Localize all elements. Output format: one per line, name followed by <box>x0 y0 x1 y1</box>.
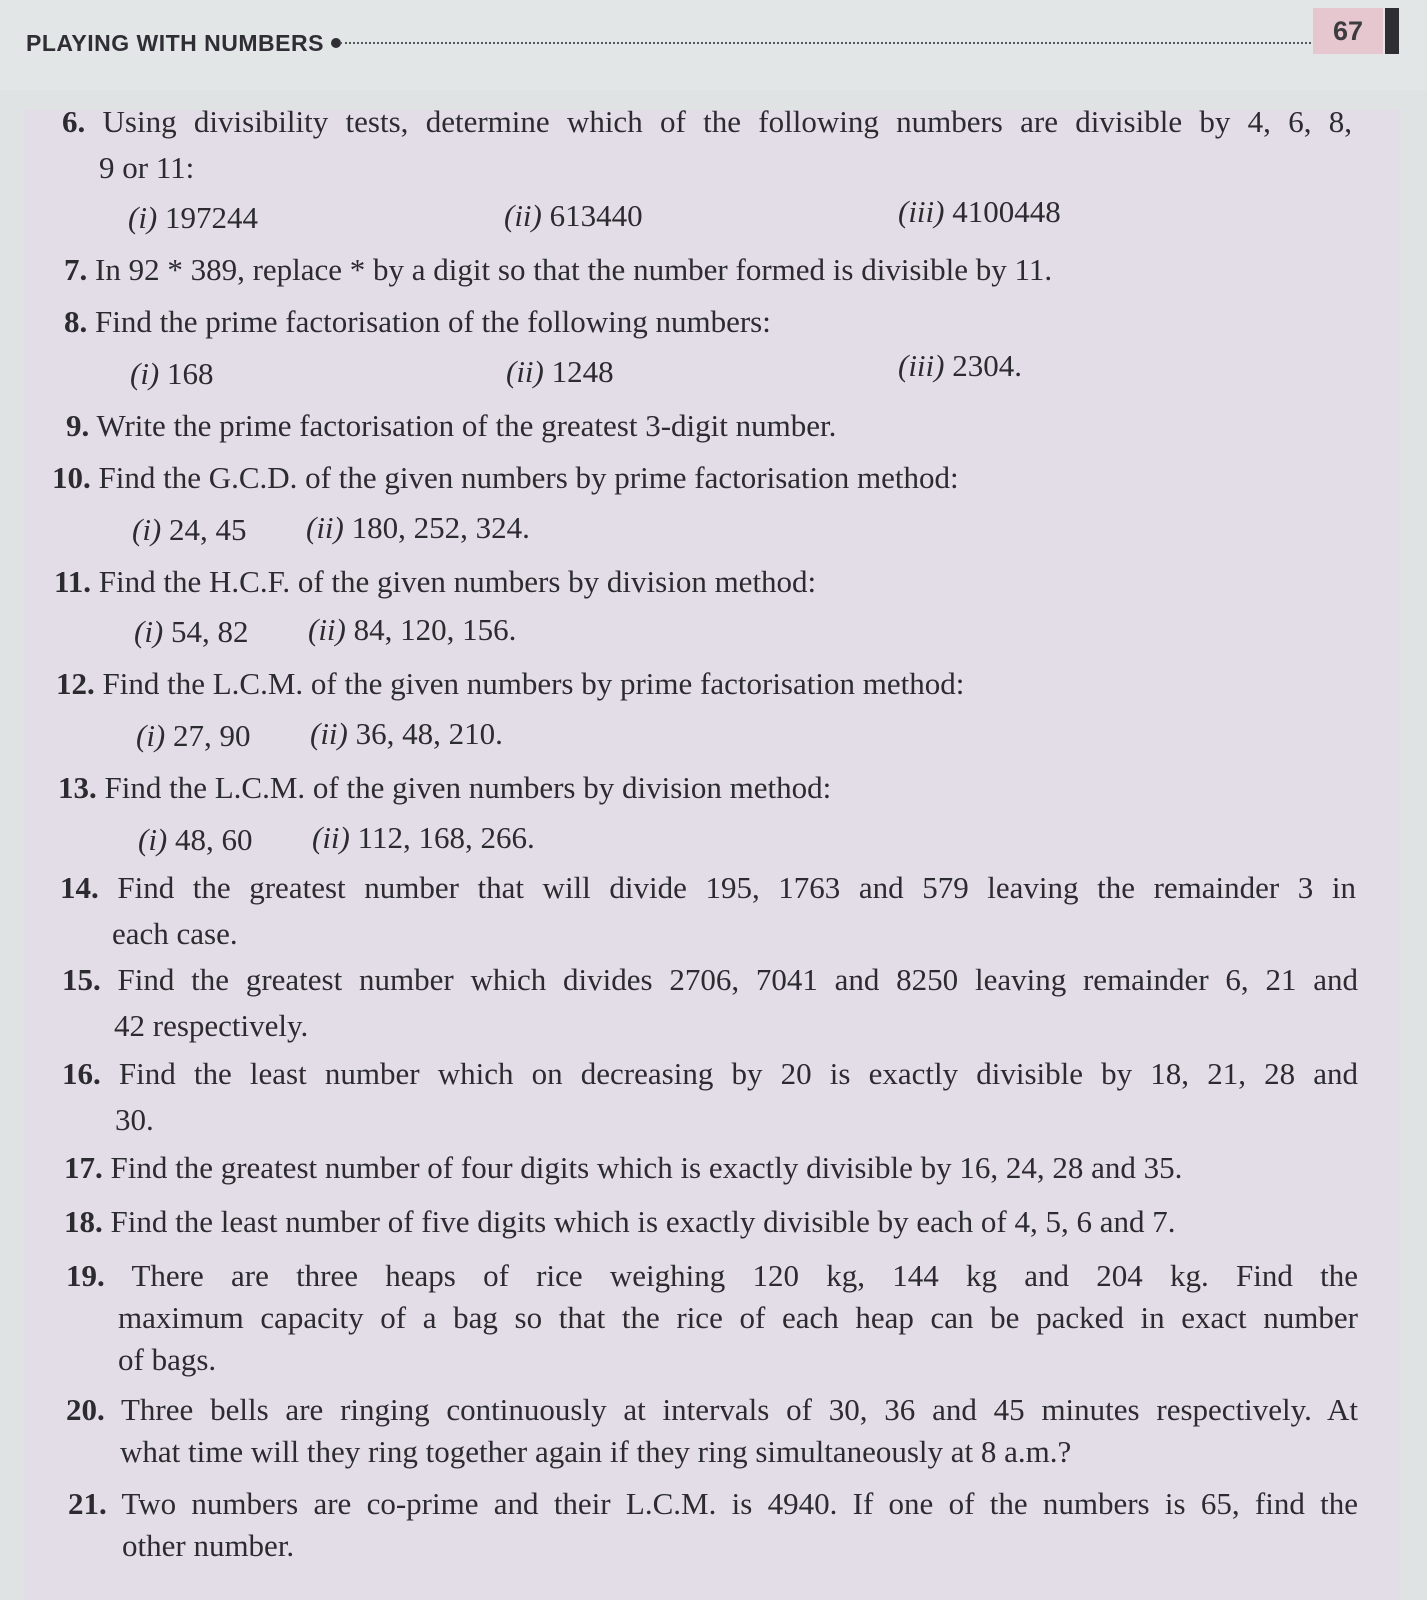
question-15-continuation: 42 respectively. <box>114 1008 309 1043</box>
part-value: 2304. <box>952 348 1022 383</box>
part-label: (ii) <box>506 354 544 389</box>
question-12-part-ii <box>310 714 503 754</box>
question-16-continuation: 30. <box>115 1102 154 1137</box>
part-label: (i) <box>130 356 160 391</box>
question-text: Find the L.C.M. of the given numbers by prime factorisation method: <box>102 666 965 701</box>
part-value: 36, 48, 210. <box>355 716 503 751</box>
question-number: 15. <box>62 962 101 997</box>
question-text: Write the prime factorisation of the greatest 3-digit number. <box>96 408 837 443</box>
question-number: 21. <box>68 1486 107 1521</box>
question-text: Find the prime factorisation of the following numbers: <box>95 304 771 339</box>
question-number: 17. <box>64 1150 103 1185</box>
question-text: Find the greatest number which divides 2706, 7041 and 8250 leaving remainder 6, 21 and <box>117 962 1358 997</box>
question-10 <box>52 456 959 500</box>
question-11 <box>54 560 816 604</box>
part-label: (i) <box>132 512 162 547</box>
question-10-part-i <box>132 510 247 550</box>
running-title: PLAYING WITH NUMBERS <box>26 30 324 56</box>
question-number: 18. <box>64 1204 103 1239</box>
question-6-part-ii <box>504 196 643 236</box>
question-8-part-i <box>130 354 214 394</box>
header-dotted-rule <box>340 42 1315 44</box>
part-value: 27, 90 <box>173 718 251 753</box>
part-label: (ii) <box>308 612 346 647</box>
question-number: 19. <box>66 1258 105 1293</box>
question-text: In 92 * 389, replace * by a digit so that the number formed is divisible by 11. <box>95 252 1053 287</box>
question-number: 12. <box>56 666 95 701</box>
question-10-part-ii <box>306 508 530 548</box>
question-text: Using divisibility tests, determine which of the following numbers are divisible by 4, 6, 8, <box>102 104 1352 139</box>
part-value: 54, 82 <box>171 614 249 649</box>
question-21 <box>68 1482 1358 1526</box>
question-20 <box>66 1388 1358 1432</box>
part-label: (i) <box>128 200 158 235</box>
part-value: 112, 168, 266. <box>357 820 535 855</box>
part-value: 197244 <box>165 200 259 235</box>
question-11-part-ii <box>308 610 516 650</box>
question-number: 11. <box>54 564 92 599</box>
part-value: 1248 <box>551 354 614 389</box>
question-text: There are three heaps of rice weighing 120 kg, 144 kg and 204 kg. Find the <box>131 1258 1358 1293</box>
part-value: 613440 <box>549 198 643 233</box>
question-number: 16. <box>62 1056 101 1091</box>
part-label: (i) <box>138 822 168 857</box>
question-16 <box>62 1052 1358 1096</box>
question-18 <box>64 1200 1175 1244</box>
part-value: 180, 252, 324. <box>351 510 530 545</box>
question-text: Find the least number of five digits which is exactly divisible by each of 4, 5, 6 and 7. <box>110 1204 1176 1239</box>
question-17 <box>64 1146 1182 1190</box>
question-text: Two numbers are co-prime and their L.C.M. is 4940. If one of the numbers is 65, find the <box>121 1486 1358 1521</box>
question-8 <box>64 300 771 344</box>
part-label: (i) <box>134 614 164 649</box>
question-15 <box>62 958 1358 1002</box>
question-8-part-iii <box>898 346 1022 386</box>
question-19-continuation-2: of bags. <box>118 1342 217 1377</box>
part-label: (iii) <box>898 348 945 383</box>
part-label: (ii) <box>310 716 348 751</box>
part-value: 24, 45 <box>169 512 247 547</box>
question-13-part-ii <box>312 818 535 858</box>
question-number: 14. <box>60 870 99 905</box>
page-header <box>0 0 1427 90</box>
question-12-part-i <box>136 716 251 756</box>
question-19 <box>66 1254 1358 1298</box>
page-number: 67 <box>1313 8 1383 54</box>
question-number: 9. <box>66 408 90 443</box>
question-14-continuation: each case. <box>112 916 238 951</box>
question-6 <box>62 100 1352 144</box>
part-value: 84, 120, 156. <box>353 612 517 647</box>
question-8-part-ii <box>506 352 614 392</box>
question-number: 6. <box>62 104 86 139</box>
question-21-continuation: other number. <box>122 1528 295 1563</box>
part-label: (iii) <box>898 194 945 229</box>
question-6-continuation: 9 or 11: <box>99 150 195 185</box>
question-20-continuation: what time will they ring together again if they ring simultaneously at 8 a.m.? <box>120 1434 1072 1469</box>
question-14 <box>60 866 1356 910</box>
part-value: 4100448 <box>952 194 1061 229</box>
question-9 <box>66 404 836 448</box>
question-13 <box>58 766 831 810</box>
page-edge-bar <box>1385 8 1399 54</box>
part-label: (ii) <box>306 510 344 545</box>
part-label: (ii) <box>504 198 542 233</box>
question-text: Three bells are ringing continuously at intervals of 30, 36 and 45 minutes respectively. At <box>121 1392 1358 1427</box>
part-label: (ii) <box>312 820 350 855</box>
question-number: 8. <box>64 304 88 339</box>
question-text: Find the greatest number that will divide 195, 1763 and 579 leaving the remainder 3 in <box>117 870 1356 905</box>
question-text: Find the greatest number of four digits which is exactly divisible by 16, 24, 28 and 35. <box>110 1150 1183 1185</box>
question-12 <box>56 662 964 706</box>
question-number: 10. <box>52 460 91 495</box>
question-text: Find the H.C.F. of the given numbers by division method: <box>98 564 817 599</box>
question-19-continuation: maximum capacity of a bag so that the rice of each heap can be packed in exact number <box>118 1300 1358 1335</box>
part-value: 168 <box>167 356 214 391</box>
question-11-part-i <box>134 612 249 652</box>
question-7 <box>64 248 1052 292</box>
question-text: Find the G.C.D. of the given numbers by prime factorisation method: <box>98 460 959 495</box>
question-number: 7. <box>64 252 88 287</box>
question-6-part-iii <box>898 192 1061 232</box>
question-13-part-i <box>138 820 253 860</box>
question-6-part-i <box>128 198 258 238</box>
question-text: Find the L.C.M. of the given numbers by division method: <box>104 770 832 805</box>
question-number: 13. <box>58 770 97 805</box>
question-text: Find the least number which on decreasing by 20 is exactly divisible by 18, 21, 28 and <box>118 1056 1358 1091</box>
part-value: 48, 60 <box>175 822 253 857</box>
question-number: 20. <box>66 1392 105 1427</box>
part-label: (i) <box>136 718 166 753</box>
